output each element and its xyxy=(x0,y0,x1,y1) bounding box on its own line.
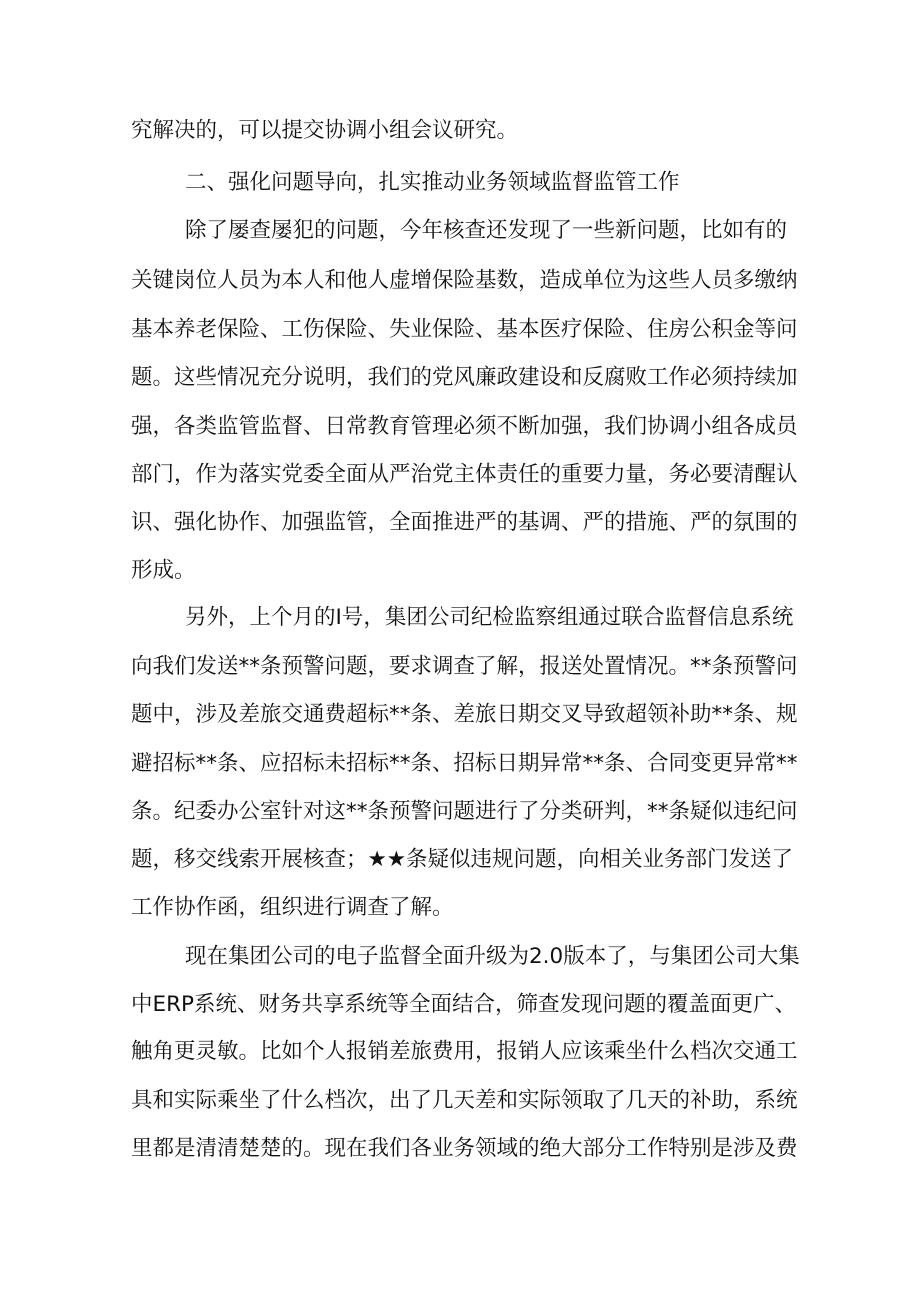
section-heading: 二、强化问题导向，扎实推动业务领域监督监管工作 xyxy=(185,170,680,195)
text-line: 工作协作函，组织进行调查了解。 xyxy=(131,895,454,920)
text-line: 另外，上个月的I号，集团公司纪检监察组通过联合监督信息系统 xyxy=(185,605,794,630)
text-line: 关键岗位人员为本人和他人虚增保险基数，造成单位为这些人员多缴纳 xyxy=(131,268,798,293)
text-line: 题，移交线索开展核查；★★条疑似违规问题，向相关业务部门发送了 xyxy=(131,847,794,872)
text-line: 向我们发送**条预警问题，要求调查了解，报送处置情况。**条预警问 xyxy=(131,654,798,679)
text-line: 究解决的，可以提交协调小组会议研究。 xyxy=(131,118,519,143)
text-line: 现在集团公司的电子监督全面升级为2.0版本了，与集团公司大集 xyxy=(185,944,800,969)
text-line: 具和实际乘坐了什么档次，出了几天差和实际领取了几天的补助，系统 xyxy=(131,1088,798,1113)
text-line: 题。这些情况充分说明，我们的党风廉政建设和反腐败工作必须持续加 xyxy=(131,365,798,390)
text-line: 强，各类监管监督、日常教育管理必须不断加强，我们协调小组各成员 xyxy=(131,414,798,439)
text-line: 除了屡查屡犯的问题，今年核查还发现了一些新问题，比如有的 xyxy=(185,218,788,243)
text-line: 里都是清清楚楚的。现在我们各业务领域的绝大部分工作特别是涉及费 xyxy=(131,1136,798,1161)
text-line: 中ERP系统、财务共享系统等全面结合，筛查发现问题的覆盖面更广、 xyxy=(131,992,796,1017)
text-line: 基本养老保险、工伤保险、失业保险、基本医疗保险、住房公积金等问 xyxy=(131,317,798,342)
text-line: 避招标**条、应招标未招标**条、招标日期异常**条、合同变更异常** xyxy=(131,751,798,776)
text-line: 形成。 xyxy=(131,558,196,583)
text-line: 条。纪委办公室针对这**条预警问题进行了分类研判，**条疑似违纪问 xyxy=(131,799,798,824)
text-line: 题中，涉及差旅交通费超标**条、差旅日期交叉导致超领补助**条、规 xyxy=(131,702,798,727)
text-line: 识、强化协作、加强监管，全面推进严的基调、严的措施、严的氛围的 xyxy=(131,510,798,535)
text-line: 触角更灵敏。比如个人报销差旅费用，报销人应该乘坐什么档次交通工 xyxy=(131,1039,798,1064)
text-line: 部门，作为落实党委全面从严治党主体责任的重要力量，务必要清醒认 xyxy=(131,462,798,487)
